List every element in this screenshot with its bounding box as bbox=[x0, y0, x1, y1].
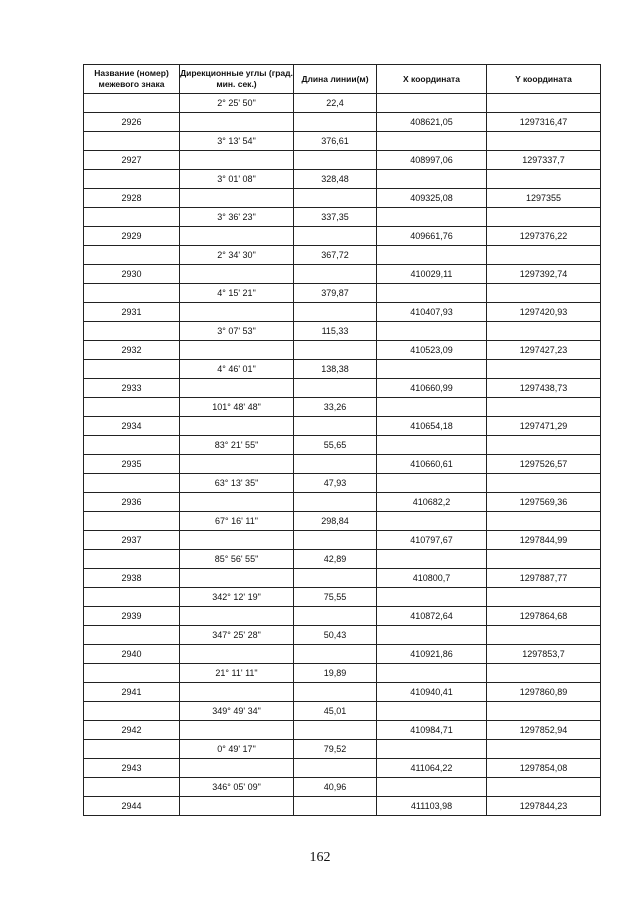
cell-length: 40,96 bbox=[294, 778, 377, 797]
boundary-marks-document bbox=[83, 64, 600, 816]
cell-bearing bbox=[180, 189, 294, 208]
cell-length: 42,89 bbox=[294, 550, 377, 569]
cell-y-coordinate bbox=[487, 436, 601, 455]
cell-length bbox=[294, 227, 377, 246]
cell-y-coordinate bbox=[487, 322, 601, 341]
cell-length bbox=[294, 569, 377, 588]
cell-length bbox=[294, 455, 377, 474]
table-row bbox=[84, 113, 601, 132]
table-row bbox=[84, 208, 601, 227]
cell-length bbox=[294, 379, 377, 398]
cell-mark-name: 2926 bbox=[84, 113, 180, 132]
cell-x-coordinate: 409325,08 bbox=[377, 189, 487, 208]
table-row bbox=[84, 170, 601, 189]
cell-x-coordinate bbox=[377, 360, 487, 379]
cell-y-coordinate: 1297526,57 bbox=[487, 455, 601, 474]
cell-bearing: 0° 49' 17" bbox=[180, 740, 294, 759]
cell-length bbox=[294, 645, 377, 664]
cell-y-coordinate: 1297852,94 bbox=[487, 721, 601, 740]
cell-mark-name: 2934 bbox=[84, 417, 180, 436]
table-row bbox=[84, 455, 601, 474]
cell-x-coordinate: 410800,7 bbox=[377, 569, 487, 588]
cell-mark-name bbox=[84, 94, 180, 113]
table-row bbox=[84, 417, 601, 436]
cell-x-coordinate bbox=[377, 208, 487, 227]
cell-y-coordinate: 1297854,08 bbox=[487, 759, 601, 778]
cell-length: 328,48 bbox=[294, 170, 377, 189]
cell-x-coordinate: 409661,76 bbox=[377, 227, 487, 246]
cell-bearing bbox=[180, 607, 294, 626]
cell-bearing: 3° 13' 54" bbox=[180, 132, 294, 151]
cell-mark-name bbox=[84, 626, 180, 645]
cell-y-coordinate: 1297392,74 bbox=[487, 265, 601, 284]
boundary-marks-table bbox=[83, 64, 601, 816]
cell-mark-name bbox=[84, 398, 180, 417]
cell-mark-name: 2932 bbox=[84, 341, 180, 360]
cell-x-coordinate bbox=[377, 588, 487, 607]
table-row bbox=[84, 94, 601, 113]
cell-bearing: 67° 16' 11" bbox=[180, 512, 294, 531]
cell-mark-name bbox=[84, 702, 180, 721]
table-row bbox=[84, 360, 601, 379]
cell-x-coordinate bbox=[377, 322, 487, 341]
cell-x-coordinate bbox=[377, 436, 487, 455]
cell-y-coordinate: 1297420,93 bbox=[487, 303, 601, 322]
cell-mark-name bbox=[84, 778, 180, 797]
cell-bearing: 3° 36' 23" bbox=[180, 208, 294, 227]
cell-bearing: 342° 12' 19" bbox=[180, 588, 294, 607]
cell-y-coordinate: 1297471,29 bbox=[487, 417, 601, 436]
cell-length: 115,33 bbox=[294, 322, 377, 341]
cell-x-coordinate: 410029,11 bbox=[377, 265, 487, 284]
cell-y-coordinate bbox=[487, 512, 601, 531]
cell-bearing bbox=[180, 417, 294, 436]
cell-y-coordinate: 1297853,7 bbox=[487, 645, 601, 664]
cell-y-coordinate bbox=[487, 740, 601, 759]
table-header-row bbox=[84, 65, 601, 94]
cell-x-coordinate bbox=[377, 94, 487, 113]
cell-y-coordinate bbox=[487, 778, 601, 797]
cell-length: 45,01 bbox=[294, 702, 377, 721]
cell-y-coordinate: 1297887,77 bbox=[487, 569, 601, 588]
cell-y-coordinate: 1297438,73 bbox=[487, 379, 601, 398]
cell-mark-name bbox=[84, 322, 180, 341]
header-bearing: Дирекционные углы (град. мин. сек.) bbox=[180, 65, 294, 94]
table-row bbox=[84, 702, 601, 721]
cell-mark-name bbox=[84, 284, 180, 303]
cell-length: 337,35 bbox=[294, 208, 377, 227]
cell-y-coordinate: 1297427,23 bbox=[487, 341, 601, 360]
table-row bbox=[84, 512, 601, 531]
cell-x-coordinate bbox=[377, 132, 487, 151]
cell-mark-name: 2944 bbox=[84, 797, 180, 816]
cell-x-coordinate: 410797,67 bbox=[377, 531, 487, 550]
cell-length bbox=[294, 341, 377, 360]
cell-mark-name bbox=[84, 360, 180, 379]
cell-bearing: 83° 21' 55" bbox=[180, 436, 294, 455]
cell-y-coordinate bbox=[487, 94, 601, 113]
cell-length: 47,93 bbox=[294, 474, 377, 493]
cell-y-coordinate bbox=[487, 588, 601, 607]
cell-mark-name bbox=[84, 550, 180, 569]
cell-mark-name bbox=[84, 436, 180, 455]
table-row bbox=[84, 227, 601, 246]
cell-length: 79,52 bbox=[294, 740, 377, 759]
cell-x-coordinate: 410660,99 bbox=[377, 379, 487, 398]
cell-x-coordinate bbox=[377, 626, 487, 645]
table-row bbox=[84, 322, 601, 341]
table-row bbox=[84, 379, 601, 398]
cell-length bbox=[294, 683, 377, 702]
cell-length: 50,43 bbox=[294, 626, 377, 645]
cell-y-coordinate bbox=[487, 170, 601, 189]
cell-mark-name: 2928 bbox=[84, 189, 180, 208]
cell-x-coordinate: 410407,93 bbox=[377, 303, 487, 322]
cell-mark-name: 2936 bbox=[84, 493, 180, 512]
table-row bbox=[84, 436, 601, 455]
cell-x-coordinate bbox=[377, 284, 487, 303]
cell-bearing: 2° 34' 30" bbox=[180, 246, 294, 265]
cell-length: 22,4 bbox=[294, 94, 377, 113]
table-row bbox=[84, 588, 601, 607]
cell-y-coordinate bbox=[487, 246, 601, 265]
cell-y-coordinate bbox=[487, 360, 601, 379]
cell-mark-name: 2940 bbox=[84, 645, 180, 664]
header-x-coordinate: X координата bbox=[377, 65, 487, 94]
cell-bearing bbox=[180, 113, 294, 132]
cell-x-coordinate: 410654,18 bbox=[377, 417, 487, 436]
cell-y-coordinate: 1297376,22 bbox=[487, 227, 601, 246]
cell-x-coordinate bbox=[377, 170, 487, 189]
cell-length bbox=[294, 151, 377, 170]
table-row bbox=[84, 664, 601, 683]
table-body bbox=[84, 94, 601, 816]
cell-bearing bbox=[180, 455, 294, 474]
cell-mark-name: 2929 bbox=[84, 227, 180, 246]
cell-bearing bbox=[180, 759, 294, 778]
cell-y-coordinate: 1297860,89 bbox=[487, 683, 601, 702]
cell-mark-name: 2941 bbox=[84, 683, 180, 702]
cell-mark-name bbox=[84, 170, 180, 189]
cell-bearing: 3° 01' 08" bbox=[180, 170, 294, 189]
cell-bearing: 2° 25' 50" bbox=[180, 94, 294, 113]
table-row bbox=[84, 759, 601, 778]
cell-mark-name bbox=[84, 664, 180, 683]
table-row bbox=[84, 740, 601, 759]
table-row bbox=[84, 607, 601, 626]
cell-x-coordinate: 410940,41 bbox=[377, 683, 487, 702]
cell-length: 19,89 bbox=[294, 664, 377, 683]
cell-bearing: 3° 07' 53" bbox=[180, 322, 294, 341]
cell-bearing: 101° 48' 48" bbox=[180, 398, 294, 417]
table-row bbox=[84, 778, 601, 797]
cell-length: 138,38 bbox=[294, 360, 377, 379]
cell-mark-name bbox=[84, 588, 180, 607]
cell-mark-name bbox=[84, 474, 180, 493]
cell-bearing: 63° 13' 35" bbox=[180, 474, 294, 493]
cell-x-coordinate: 411064,22 bbox=[377, 759, 487, 778]
cell-y-coordinate bbox=[487, 664, 601, 683]
cell-x-coordinate bbox=[377, 778, 487, 797]
cell-mark-name: 2938 bbox=[84, 569, 180, 588]
cell-mark-name bbox=[84, 740, 180, 759]
cell-length bbox=[294, 417, 377, 436]
cell-length: 298,84 bbox=[294, 512, 377, 531]
cell-bearing: 4° 46' 01" bbox=[180, 360, 294, 379]
cell-y-coordinate: 1297569,36 bbox=[487, 493, 601, 512]
cell-bearing: 347° 25' 28" bbox=[180, 626, 294, 645]
cell-mark-name: 2927 bbox=[84, 151, 180, 170]
cell-y-coordinate bbox=[487, 626, 601, 645]
cell-length: 55,65 bbox=[294, 436, 377, 455]
cell-y-coordinate bbox=[487, 284, 601, 303]
cell-x-coordinate bbox=[377, 740, 487, 759]
cell-length bbox=[294, 189, 377, 208]
cell-x-coordinate: 410682,2 bbox=[377, 493, 487, 512]
cell-mark-name: 2930 bbox=[84, 265, 180, 284]
cell-mark-name: 2937 bbox=[84, 531, 180, 550]
cell-x-coordinate: 410984,71 bbox=[377, 721, 487, 740]
table-row bbox=[84, 569, 601, 588]
table-row bbox=[84, 284, 601, 303]
cell-x-coordinate: 410523,09 bbox=[377, 341, 487, 360]
cell-x-coordinate bbox=[377, 664, 487, 683]
cell-bearing bbox=[180, 569, 294, 588]
cell-length: 33,26 bbox=[294, 398, 377, 417]
table-row bbox=[84, 550, 601, 569]
cell-y-coordinate bbox=[487, 398, 601, 417]
table-row bbox=[84, 683, 601, 702]
table-row bbox=[84, 645, 601, 664]
table-row bbox=[84, 398, 601, 417]
cell-x-coordinate: 410921,86 bbox=[377, 645, 487, 664]
table-row bbox=[84, 626, 601, 645]
cell-mark-name: 2943 bbox=[84, 759, 180, 778]
cell-bearing bbox=[180, 645, 294, 664]
cell-length bbox=[294, 721, 377, 740]
cell-y-coordinate bbox=[487, 702, 601, 721]
cell-y-coordinate bbox=[487, 208, 601, 227]
cell-y-coordinate bbox=[487, 550, 601, 569]
cell-bearing: 346° 05' 09" bbox=[180, 778, 294, 797]
cell-y-coordinate: 1297844,23 bbox=[487, 797, 601, 816]
cell-bearing bbox=[180, 265, 294, 284]
cell-length: 75,55 bbox=[294, 588, 377, 607]
table-row bbox=[84, 474, 601, 493]
cell-y-coordinate bbox=[487, 474, 601, 493]
cell-x-coordinate bbox=[377, 512, 487, 531]
cell-length bbox=[294, 303, 377, 322]
cell-y-coordinate: 1297355 bbox=[487, 189, 601, 208]
cell-mark-name: 2931 bbox=[84, 303, 180, 322]
cell-mark-name bbox=[84, 208, 180, 227]
table-row bbox=[84, 797, 601, 816]
cell-length: 379,87 bbox=[294, 284, 377, 303]
table-row bbox=[84, 303, 601, 322]
cell-x-coordinate bbox=[377, 398, 487, 417]
cell-length bbox=[294, 113, 377, 132]
cell-mark-name bbox=[84, 132, 180, 151]
cell-x-coordinate bbox=[377, 474, 487, 493]
table-row bbox=[84, 721, 601, 740]
cell-bearing bbox=[180, 227, 294, 246]
cell-bearing bbox=[180, 151, 294, 170]
cell-length bbox=[294, 797, 377, 816]
cell-x-coordinate: 408997,06 bbox=[377, 151, 487, 170]
cell-x-coordinate bbox=[377, 702, 487, 721]
cell-length bbox=[294, 531, 377, 550]
cell-mark-name: 2939 bbox=[84, 607, 180, 626]
cell-x-coordinate: 410872,64 bbox=[377, 607, 487, 626]
cell-length: 367,72 bbox=[294, 246, 377, 265]
cell-x-coordinate: 411103,98 bbox=[377, 797, 487, 816]
cell-bearing: 349° 49' 34" bbox=[180, 702, 294, 721]
cell-length bbox=[294, 493, 377, 512]
cell-length bbox=[294, 607, 377, 626]
cell-y-coordinate: 1297864,68 bbox=[487, 607, 601, 626]
table-row bbox=[84, 493, 601, 512]
cell-mark-name: 2935 bbox=[84, 455, 180, 474]
cell-bearing bbox=[180, 683, 294, 702]
cell-mark-name bbox=[84, 246, 180, 265]
header-y-coordinate: Y координата bbox=[487, 65, 601, 94]
table-row bbox=[84, 151, 601, 170]
cell-y-coordinate bbox=[487, 132, 601, 151]
cell-length bbox=[294, 759, 377, 778]
table-row bbox=[84, 341, 601, 360]
table-row bbox=[84, 265, 601, 284]
cell-bearing bbox=[180, 379, 294, 398]
cell-bearing bbox=[180, 341, 294, 360]
cell-bearing bbox=[180, 531, 294, 550]
table-row bbox=[84, 189, 601, 208]
cell-y-coordinate: 1297316,47 bbox=[487, 113, 601, 132]
cell-x-coordinate: 410660,61 bbox=[377, 455, 487, 474]
cell-bearing bbox=[180, 493, 294, 512]
header-mark-name: Название (номер) межевого знака bbox=[84, 65, 180, 94]
table-row bbox=[84, 132, 601, 151]
cell-bearing: 21° 11' 11" bbox=[180, 664, 294, 683]
cell-mark-name: 2942 bbox=[84, 721, 180, 740]
cell-bearing: 4° 15' 21" bbox=[180, 284, 294, 303]
cell-bearing bbox=[180, 797, 294, 816]
cell-bearing bbox=[180, 721, 294, 740]
header-length: Длина линии(м) bbox=[294, 65, 377, 94]
cell-y-coordinate: 1297844,99 bbox=[487, 531, 601, 550]
page-number: 162 bbox=[309, 850, 331, 865]
cell-bearing bbox=[180, 303, 294, 322]
cell-length: 376,61 bbox=[294, 132, 377, 151]
cell-mark-name bbox=[84, 512, 180, 531]
cell-length bbox=[294, 265, 377, 284]
cell-x-coordinate bbox=[377, 246, 487, 265]
cell-x-coordinate bbox=[377, 550, 487, 569]
cell-x-coordinate: 408621,05 bbox=[377, 113, 487, 132]
cell-y-coordinate: 1297337,7 bbox=[487, 151, 601, 170]
cell-bearing: 85° 56' 55" bbox=[180, 550, 294, 569]
table-row bbox=[84, 246, 601, 265]
table-row bbox=[84, 531, 601, 550]
cell-mark-name: 2933 bbox=[84, 379, 180, 398]
